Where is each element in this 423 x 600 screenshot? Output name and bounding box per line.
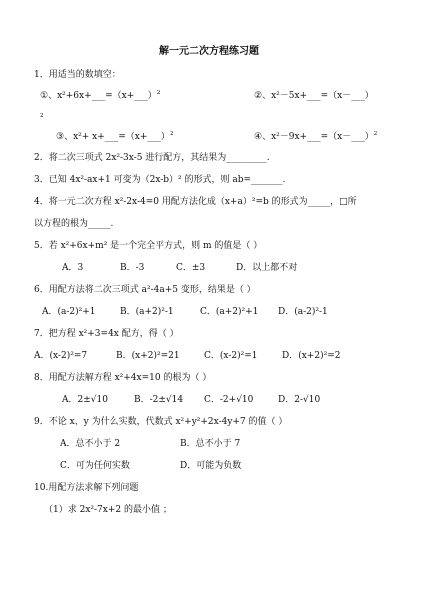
q6-option-a: A．(a-2)²+1 <box>42 307 96 317</box>
q5-option-d: D．以上都不对 <box>236 263 298 273</box>
page-title: 解一元二次方程练习题 <box>159 46 259 57</box>
q10-stem: 10.用配方法求解下列问题 <box>34 483 139 493</box>
q4-line-2: 以方程的根为_____. <box>34 219 114 229</box>
q8-option-a: A．2±√10 <box>62 395 108 405</box>
q10-part-1: （1）求 2x²-7x+2 的最小值 ； <box>44 505 172 515</box>
q1-item-1 <box>40 90 160 102</box>
q1-item-4 <box>254 131 377 143</box>
q6-option-b: B．(a+2)²-1 <box>120 307 174 317</box>
q7-option-a: A．(x-2)²=7 <box>34 351 88 361</box>
q1-item-3 <box>56 131 173 143</box>
q7-option-d: D．(x+2)²=2 <box>282 351 341 361</box>
q1-item-1-text: ①、x²+6x+___=（x+___） <box>40 91 157 101</box>
q8-option-b: B．-2±√14 <box>134 395 184 405</box>
q5-option-a: A．3 <box>62 263 84 273</box>
q6-option-d: D．(a-2)²-1 <box>278 307 328 317</box>
q9-option-d: D．可能为负数 <box>180 461 242 471</box>
q1-item-3-text: ③、x²+ x+___=（x+___） <box>56 132 170 142</box>
q5-option-c: C．±3 <box>176 263 206 273</box>
q8-stem: 8．用配方法解方程 x²+4x=10 的根为（ ） <box>34 373 212 383</box>
q3-stem: 3．已知 4x²-ax+1 可变为（2x-b）² 的形式，则 ab=_______. <box>34 175 286 185</box>
q4-line-1: 4．将一元二次方程 x²-2x-4=0 用配方法化成（x+a）²=b 的形式为_____，□所 <box>34 197 357 207</box>
q1-item-2-exponent: 2 <box>40 113 44 119</box>
q1-item-3-exponent: 2 <box>169 131 174 137</box>
q1-item-4-text: ④、x²－9x+___=（x－___） <box>254 132 374 142</box>
q1-item-1-exponent: 2 <box>156 90 161 96</box>
q2-stem: 2．将二次三项式 2x²-3x-5 进行配方，其结果为_________. <box>34 153 270 163</box>
q8-option-d: D．2-√10 <box>278 395 321 405</box>
q6-option-c: C．(a+2)²+1 <box>200 307 259 317</box>
q9-stem: 9．不论 x、y 为什么实数，代数式 x²+y²+2x-4y+7 的值（ ） <box>34 417 288 427</box>
q9-option-a: A．总不小于 2 <box>60 439 121 449</box>
q7-option-b: B．(x+2)²=21 <box>116 351 180 361</box>
q1-stem: 1．用适当的数填空： <box>34 70 121 80</box>
q1-item-4-exponent: 2 <box>373 131 378 137</box>
q5-stem: 5．若 x²+6x+m² 是一个完全平方式，则 m 的值是（ ） <box>34 241 263 251</box>
q7-stem: 7．把方程 x²+3=4x 配方，得（ ） <box>34 329 179 339</box>
q7-option-c: C．(x-2)²=1 <box>204 351 258 361</box>
q1-item-2: ②、x²－5x+___=（x－___） <box>254 91 374 101</box>
q5-option-b: B．-3 <box>120 263 145 273</box>
q8-option-c: C．-2+√10 <box>204 395 254 405</box>
q9-option-c: C．可为任何实数 <box>60 461 130 471</box>
q9-option-b: B．总不小于 7 <box>180 439 241 449</box>
q6-stem: 6．用配方法将二次三项式 a²-4a+5 变形，结果是（ ） <box>34 285 256 295</box>
